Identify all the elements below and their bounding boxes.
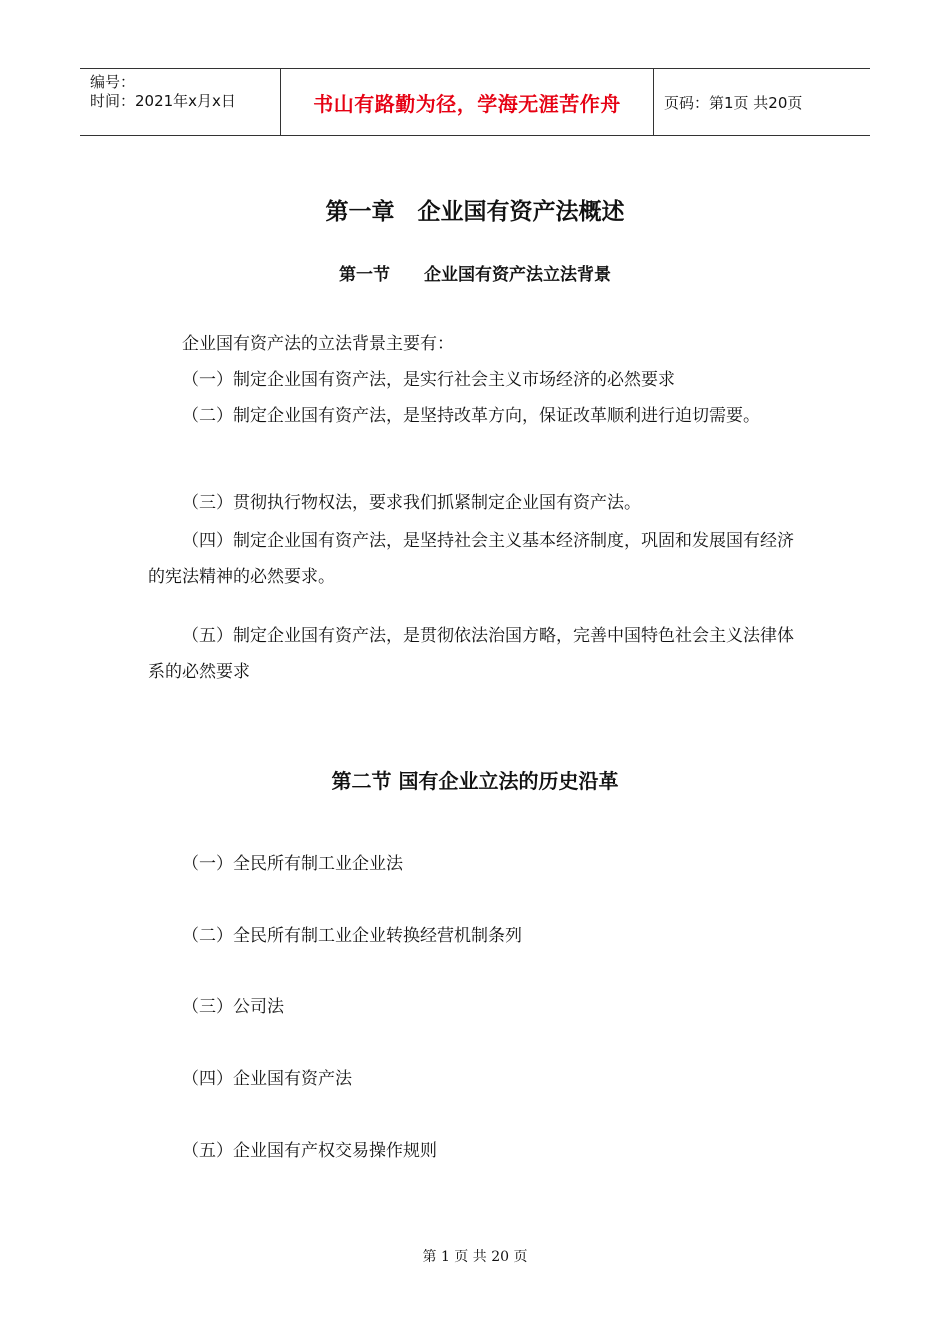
header-page-info: 页码：第1页 共20页 xyxy=(664,93,803,112)
section-2-list-item: （四）企业国有资产法 xyxy=(182,1069,352,1089)
section-1-paragraph: （四）制定企业国有资产法，是坚持社会主义基本经济制度，巩固和发展国有经济的宪法精神的必然要求。 xyxy=(148,531,794,587)
chapter-title: 第一章 企业国有资产法概述 xyxy=(325,199,625,225)
section-2-list-item: （五）企业国有产权交易操作规则 xyxy=(182,1141,437,1161)
page-footer: 第 1 页 共 20 页 xyxy=(422,1249,528,1265)
header-motto-cell xyxy=(281,69,654,135)
section-1-title: 第一节 企业国有资产法立法背景 xyxy=(339,265,611,285)
section-1-paragraph: （五）制定企业国有资产法，是贯彻依法治国方略，完善中国特色社会主义法律体系的必然要求 xyxy=(148,626,794,682)
section-1-paragraph: （三）贯彻执行物权法，要求我们抓紧制定企业国有资产法。 xyxy=(182,493,641,513)
header-page-cell xyxy=(654,69,870,135)
section-2-list-item: （一）全民所有制工业企业法 xyxy=(182,854,403,874)
section-2-list-item: （二）全民所有制工业企业转换经营机制条列 xyxy=(182,926,522,946)
header-motto: 书山有路勤为径，学海无涯苦作舟 xyxy=(313,91,621,116)
section-2-list-item: （三）公司法 xyxy=(182,997,284,1017)
section-1-paragraph: （一）制定企业国有资产法，是实行社会主义市场经济的必然要求 xyxy=(182,370,675,390)
document-date: 时间：2021年x月x日 xyxy=(90,92,236,110)
section-1-paragraph: 企业国有资产法的立法背景主要有： xyxy=(182,334,454,354)
section-1-paragraph: （二）制定企业国有资产法，是坚持改革方向，保证改革顺利进行迫切需要。 xyxy=(182,406,760,426)
section-2-title: 第二节 国有企业立法的历史沿革 xyxy=(331,769,619,793)
header-meta-cell xyxy=(80,69,281,135)
document-header xyxy=(80,68,870,136)
document-number-label: 编号： xyxy=(90,73,136,91)
